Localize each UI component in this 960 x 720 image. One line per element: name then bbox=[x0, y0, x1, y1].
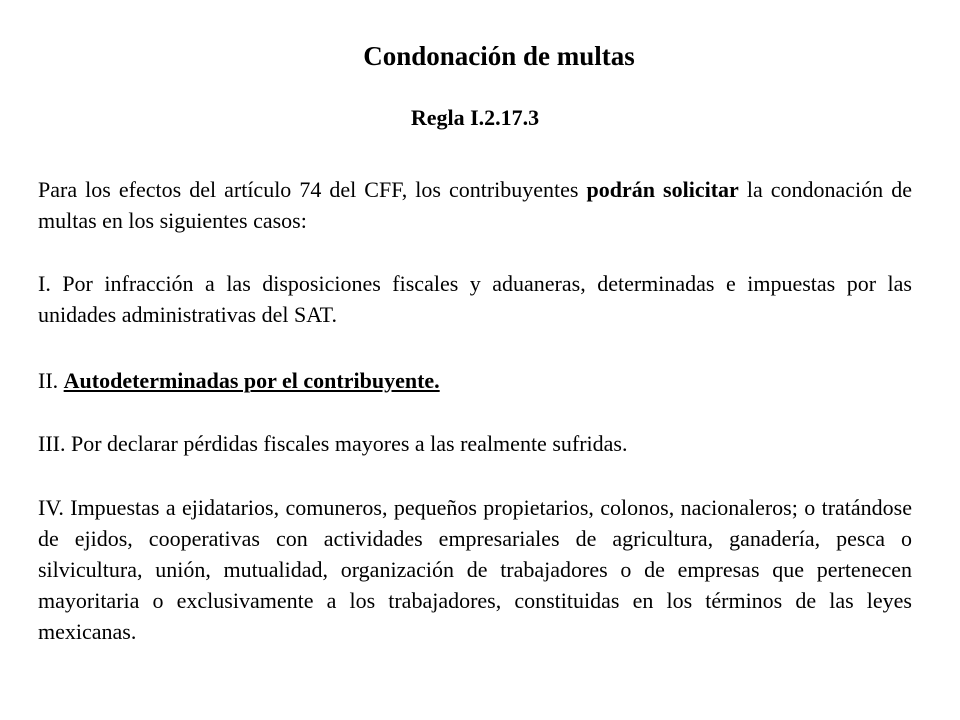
case-4-paragraph: IV. Impuestas a ejidatarios, comuneros, pequeños propietarios, colonos, nacionaleros; o tratándose de ejidos, cooperativas con actividades empresariales de agricultura, ganadería, pesca o silvicultura, unión, mutualidad, organización de trabajadores o de empresas que pertenecen mayoritaria o exclusivamente a los trabajadores, constituidas en los términos de las leyes mexicanas. bbox=[38, 495, 912, 644]
intro-text-end: la condonación de multas en los siguientes casos: bbox=[38, 177, 912, 233]
rule-number: Regla I.2.17.3 bbox=[410, 105, 540, 130]
intro-text-start: Para los efectos del artículo 74 del CFF, los contribuyentes bbox=[38, 177, 587, 202]
case-2-emphasis: Autodeterminadas por el contribuyente. bbox=[63, 368, 440, 393]
case-1-paragraph: I. Por infracción a las disposiciones fiscales y aduaneras, determinadas e impuestas por las unidades administrativas del SAT. bbox=[38, 271, 912, 327]
intro-bold-text: podrán solicitar bbox=[586, 177, 739, 202]
case-2-paragraph bbox=[38, 365, 912, 396]
intro-paragraph bbox=[38, 174, 912, 236]
case-3-paragraph: III. Por declarar pérdidas fiscales mayores a las realmente sufridas. bbox=[38, 431, 628, 456]
slide-title: Condonación de multas bbox=[363, 41, 635, 71]
case-2-prefix: II. bbox=[38, 368, 64, 393]
